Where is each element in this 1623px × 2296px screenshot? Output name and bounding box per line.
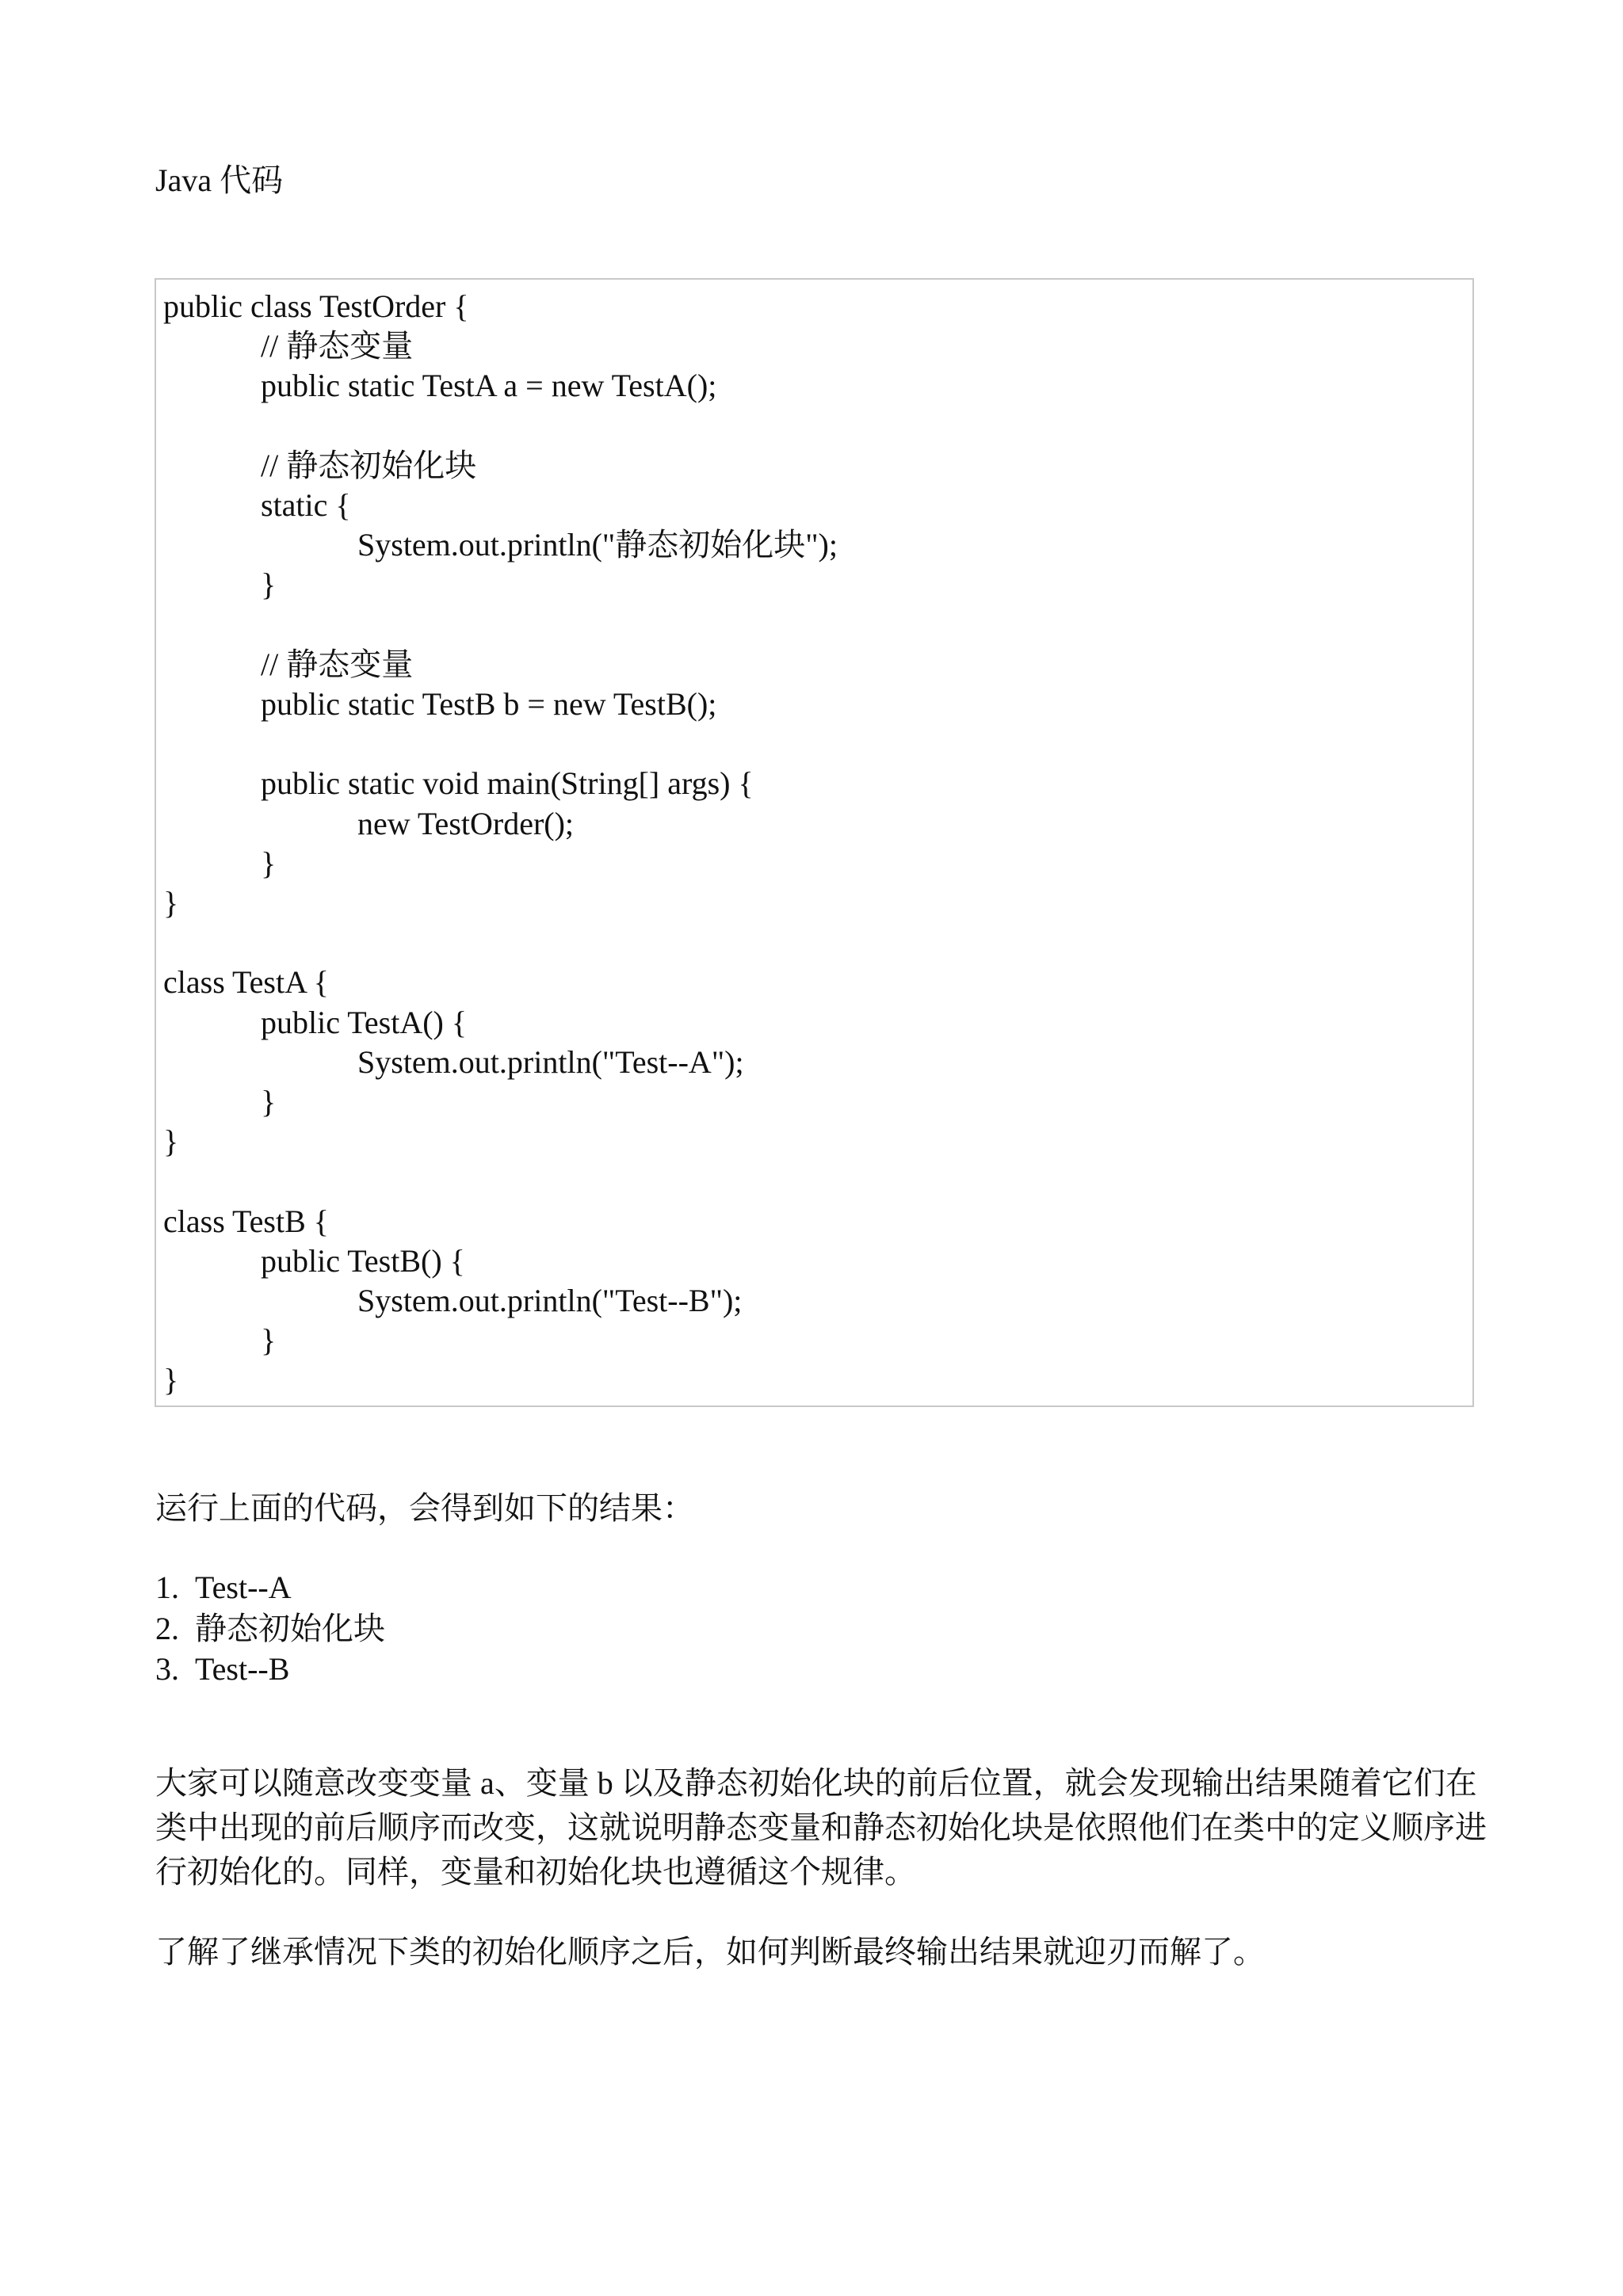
code-line: public static TestB b = new TestB(); <box>261 686 717 722</box>
code-heading: Java 代码 <box>155 162 284 198</box>
explanation-paragraph: 大家可以随意改变变量 a、变量 b 以及静态初始化块的前后位置，就会发现输出结果随着它们在类中出现的前后顺序而改变，这就说明静态变量和静态初始化块是依照他们在类中的定义顺序进行初始化的。同样，变量和初始化块也遵循这个规律。 <box>155 1765 1487 1890</box>
code-line: } <box>163 1362 179 1398</box>
code-line: } <box>261 566 277 602</box>
result-item-1 <box>155 1567 292 1608</box>
result-item-3 <box>155 1649 289 1690</box>
code-line: } <box>261 1084 277 1119</box>
code-line: System.out.println("Test--B"); <box>357 1283 743 1318</box>
code-line: class TestB { <box>163 1203 329 1239</box>
result-number: 2. <box>155 1611 179 1646</box>
code-line: System.out.println("静态初始化块"); <box>357 527 838 563</box>
result-text: Test--B <box>195 1651 290 1687</box>
code-line: System.out.println("Test--A"); <box>357 1044 744 1080</box>
result-intro: 运行上面的代码，会得到如下的结果： <box>155 1490 694 1526</box>
code-line: class TestA { <box>163 964 329 1000</box>
result-text: Test--A <box>195 1569 292 1605</box>
conclusion-paragraph: 了解了继承情况下类的初始化顺序之后，如何判断最终输出结果就迎刃而解了。 <box>155 1934 1265 1970</box>
code-line: // 静态变量 <box>261 646 414 682</box>
code-line: public class TestOrder { <box>163 288 469 324</box>
code-line: public static void main(String[] args) { <box>261 765 754 801</box>
code-line: } <box>261 1322 277 1358</box>
code-line: public static TestA a = new TestA(); <box>261 368 717 403</box>
code-line: static { <box>261 487 351 523</box>
code-line: new TestOrder(); <box>357 806 575 841</box>
code-line: } <box>163 1123 179 1159</box>
code-line: // 静态变量 <box>261 328 414 364</box>
code-line: } <box>163 885 179 921</box>
result-item-2 <box>155 1608 385 1650</box>
code-line: public TestB() { <box>261 1243 465 1279</box>
result-number: 3. <box>155 1651 179 1687</box>
result-text: 静态初始化块 <box>195 1611 385 1646</box>
code-line: } <box>261 845 277 881</box>
code-line: public TestA() { <box>261 1005 468 1040</box>
code-line: // 静态初始化块 <box>261 448 477 483</box>
result-number: 1. <box>155 1569 179 1605</box>
